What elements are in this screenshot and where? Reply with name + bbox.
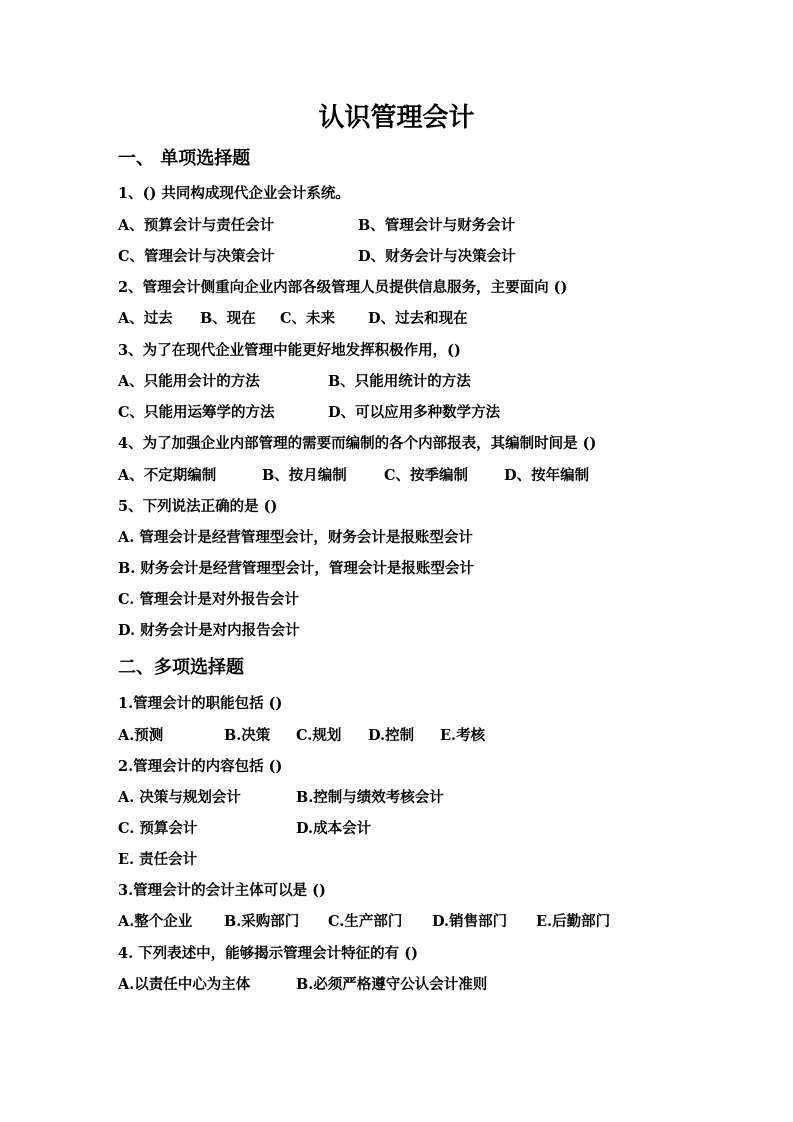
option-c: C、未来: [280, 310, 336, 327]
option-d: D.成本会计: [296, 820, 372, 837]
option-a: A、过去: [118, 310, 173, 327]
option-d: D、可以应用多种数学方法: [328, 404, 501, 421]
section-heading-multiple-choice: 二、多项选择题: [118, 657, 244, 678]
option-c: C.生产部门: [328, 913, 403, 930]
section-heading-single-choice: 一、 单项选择题: [118, 148, 251, 169]
option-a: A.预测: [118, 727, 164, 744]
option-a: A、不定期编制: [118, 467, 217, 484]
option-c: C. 预算会计: [118, 820, 198, 837]
option-b: B.采购部门: [224, 913, 300, 930]
option-c: C.规划: [296, 727, 342, 744]
question-1-3: 3、为了在现代企业管理中能更好地发挥积极作用，(): [118, 342, 461, 359]
option-b: B.必须严格遵守公认会计准则: [296, 976, 488, 993]
option-d: D、按年编制: [504, 467, 590, 484]
option-a: A. 决策与规划会计: [118, 789, 241, 806]
option-b: B、只能用统计的方法: [328, 373, 471, 390]
option-d: D、过去和现在: [368, 310, 468, 327]
option-d: D、财务会计与决策会计: [358, 248, 516, 265]
option-b: B、管理会计与财务会计: [358, 217, 516, 234]
option-c: C、只能用运筹学的方法: [118, 404, 275, 421]
question-1-4: 4、为了加强企业内部管理的需要而编制的各个内部报表，其编制时间是 (): [118, 435, 597, 452]
option-a: A.整个企业: [118, 913, 193, 930]
option-d: D.销售部门: [432, 913, 508, 930]
option-b: B.控制与绩效考核会计: [296, 789, 444, 806]
question-2-4: 4. 下列表述中，能够揭示管理会计特征的有 (): [118, 945, 418, 962]
option-a: A、只能用会计的方法: [118, 373, 260, 390]
option-b: B、现在: [200, 310, 256, 327]
option-c: C、按季编制: [384, 467, 469, 484]
option-a: A、预算会计与责任会计: [118, 217, 275, 234]
option-a: A.以责任中心为主体: [118, 976, 251, 993]
option-d: D.控制: [368, 727, 415, 744]
option-e: E.考核: [440, 727, 486, 744]
option-b: B. 财务会计是经营管理型会计，管理会计是报账型会计: [118, 560, 474, 577]
page-title: 认识管理会计: [318, 103, 475, 133]
option-c: C. 管理会计是对外报告会计: [118, 591, 299, 608]
question-1-2: 2、管理会计侧重向企业内部各级管理人员提供信息服务，主要面向 (): [118, 279, 568, 296]
question-2-1: 1.管理会计的职能包括 (): [118, 695, 283, 712]
option-e: E. 责任会计: [118, 851, 198, 868]
option-c: C、管理会计与决策会计: [118, 248, 275, 265]
option-a: A. 管理会计是经营管理型会计，财务会计是报账型会计: [118, 529, 473, 546]
question-2-3: 3.管理会计的会计主体可以是 (): [118, 882, 326, 899]
question-2-2: 2.管理会计的内容包括 (): [118, 758, 283, 775]
question-1-5: 5、下列说法正确的是 (): [118, 498, 278, 515]
option-d: D. 财务会计是对内报告会计: [118, 622, 300, 639]
option-b: B.决策: [224, 727, 271, 744]
question-1-1: 1、() 共同构成现代企业会计系统。: [118, 185, 350, 202]
option-e: E.后勤部门: [536, 913, 611, 930]
option-b: B、按月编制: [262, 467, 347, 484]
